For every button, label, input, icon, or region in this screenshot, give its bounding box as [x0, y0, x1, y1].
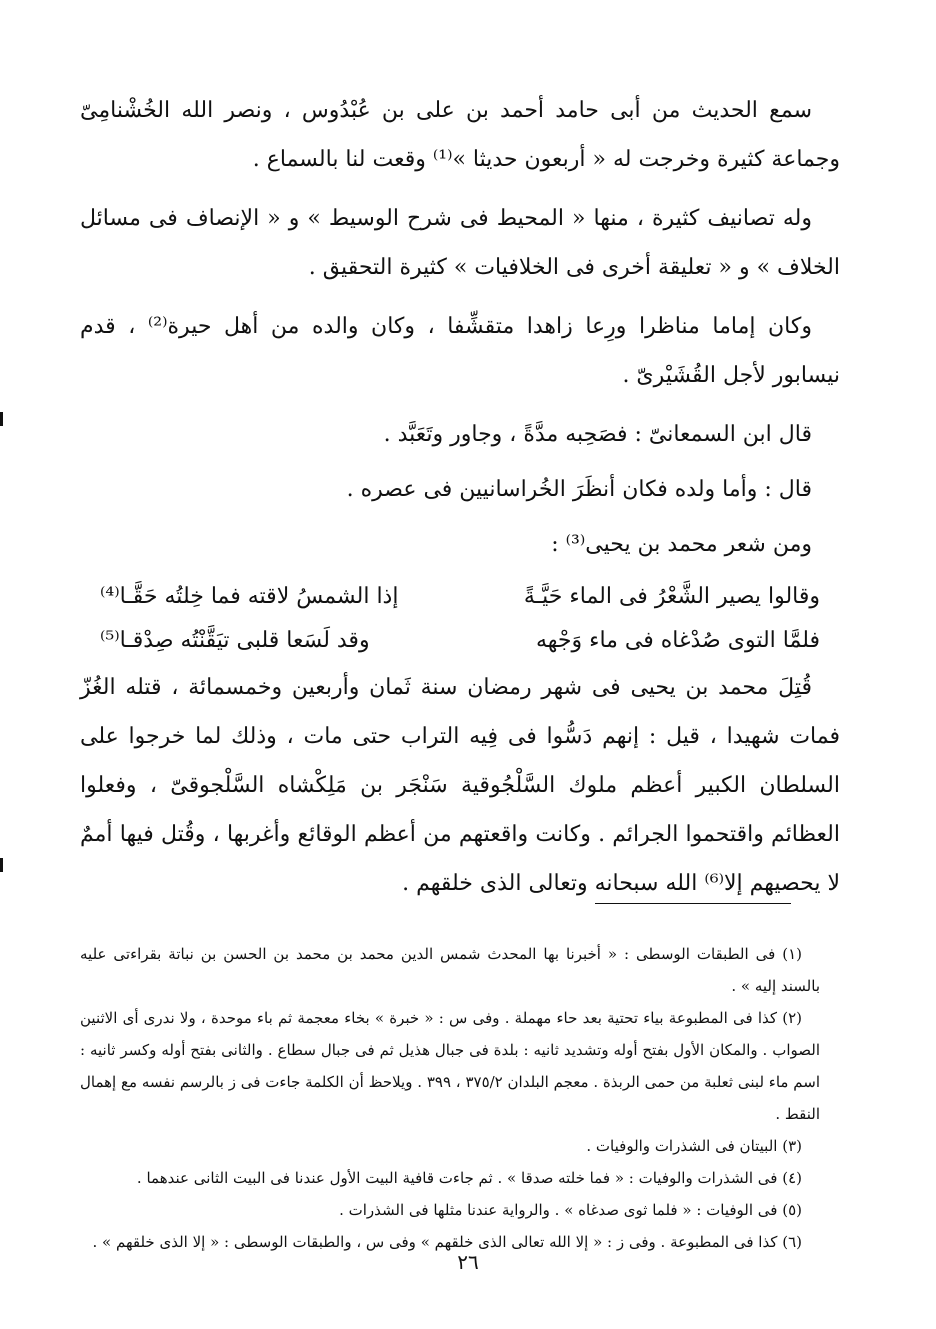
verse-first-hemistich: وقالوا يصير الشَّعْرُ فى الماء حَيَّـةً — [523, 584, 820, 609]
footnote: (٥) فى الوفيات : « فلما ثوى صدغاه » . والرواية عندنا مثلها فى الشذرات . — [339, 1201, 802, 1219]
verse-second-hemistich: وقد لَسَعا قلبى تيَقَّنْتُه صِدْقـا⁽⁵⁾ — [100, 628, 370, 653]
footnotes — [80, 938, 820, 1258]
paragraph-character: وكان إماما مناظرا ورِعا زاهدا متقشِّفا ، وكان والده من أهل حيرة⁽²⁾ ، قدم نيسابور لأجل القُشَيْرىّ . — [80, 314, 840, 388]
main-text — [80, 86, 840, 918]
verse-line — [100, 575, 820, 619]
footnote: (١) فى الطبقات الوسطى : « أخبرنا بها المحدث شمس الدين محمد بن محمد بن الحسن بن نباتة بقراءتى عليه بالسند إليه » . — [80, 945, 820, 995]
paragraph-hadith: سمع الحديث من أبى حامد أحمد بن على بن عُبْدُوس ، ونصر الله الخُشْنامِىّ وجماعة كثيرة وخرجت له « أربعون حديثا »⁽¹⁾ وقعت لنا بالسماع . — [80, 98, 840, 172]
footnote: (٣) البيتان فى الشذرات والوفيات . — [586, 1137, 802, 1155]
verse-second-hemistich: إذا الشمسُ لاقته فما خِلتُه حَقَّـا⁽⁴⁾ — [100, 584, 399, 609]
page-number: ٢٦ — [457, 1250, 479, 1274]
scan-edge-mark — [0, 858, 3, 872]
footnote: (٤) فى الشذرات والوفيات : « فما خلته صدقا » . ثم جاءت قافية البيت الأول عندنا فى البيت الثانى عندهما . — [136, 1169, 802, 1187]
paragraph-son: قال : وأما ولده فكان أنظَرَ الخُراسانيين فى عصره . — [346, 477, 812, 502]
paragraph-death: قُتِلَ محمد بن يحيى فى شهر رمضان سنة ثَمان وأربعين وخمسمائة ، قتله الغُزّ فمات شهيدا ، قيل : إنهم دَسُّوا فى فِيه التراب حتى مات ، وذلك لما خرجوا على السلطان الكبير أعظم ملوك السَّلْجُوقية سَنْجَر بن مَلِكْشاه السَّلْجوقىّ ، وفعلوا العظائم واقتحموا الجرائم . وكانت واقعتهم من أعظم الوقائع وأغربها ، وقُتل فيها أممٌ لا يحصيهم إلا⁽⁶⁾ الله سبحانه وتعالى الذى خلقهم . — [80, 675, 840, 896]
verse-first-hemistich: فلمَّا التوى صُدْغاه فى ماء وَجْهه — [535, 628, 820, 653]
paragraph-samani-quote: قال ابن السمعانىّ : فصَحِبه مدَّةً ، وجاور وتَعَبَّد . — [383, 422, 812, 447]
paragraph-works: وله تصانيف كثيرة ، منها « المحيط فى شرح الوسيط » و « الإنصاف فى مسائل الخلاف » و « تعليقة أخرى فى الخلافيات » كثيرة التحقيق . — [80, 206, 840, 280]
footnote-separator — [595, 903, 791, 904]
footnote: (٦) كذا فى المطبوعة . وفى ز : « إلا الله تعالى الذى خلقهم » وفى س ، والطبقات الوسطى : « إلا الذى خلقهم » . — [92, 1233, 802, 1251]
scan-edge-mark — [0, 412, 3, 426]
verse-line — [100, 619, 820, 663]
paragraph-poetry-intro: ومن شعر محمد بن يحيى⁽³⁾ : — [551, 532, 812, 557]
footnote: (٢) كذا فى المطبوعة بياء تحتية بعد حاء مهملة . وفى س : « خبرة » بخاء معجمة ثم باء موحدة ، ولا ندرى أى الاثنين الصواب . والمكان الأول بفتح أوله وتشديد ثانيه : بلدة فى جبال هذيل ثم فى جبال سطاع . والثانى بفتح أوله وكسر ثانيه : اسم ماء لبنى ثعلبة من حمى الربذة . معجم البلدان ٣٧٥/٢ ، ٣٩٩ . ويلاحظ أن الكلمة جاءت فى ز بالرسم نفسه مع إهمال النقط . — [80, 1009, 820, 1123]
